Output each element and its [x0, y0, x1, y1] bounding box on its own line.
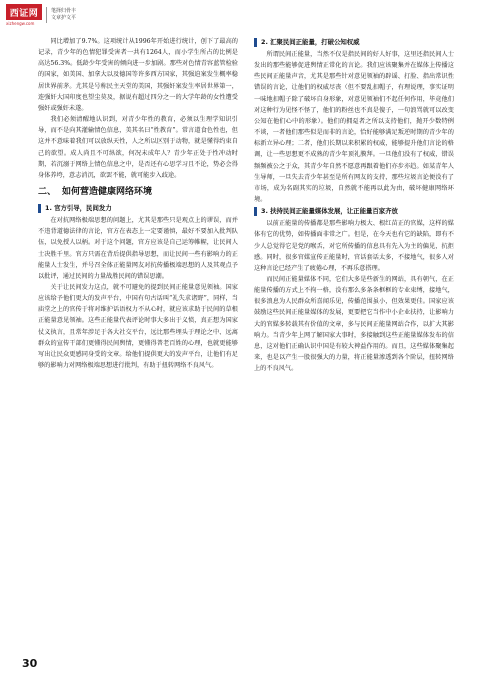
page-header [6, 4, 76, 26]
paragraph: 以前正能量的传播都是那些影响力极大、根红苗正的官媒，这样的媒体有它的优势，如传播面非常之广。但是，在今天也有它的缺陷，即有不少人总觉得它是党的喉舌，对它所传播的信息具有先入为主的偏见，抗拒感。同时，很多官媒宣传正能量时，官话套话太多，不接地气，很多人对这种言论已经产生了疲倦心理，不再乐意搭理。 [254, 220, 454, 272]
logo-subtext: xizhengw.com [6, 21, 35, 26]
header-tagline [51, 8, 76, 22]
tagline-line2: 文章护文平 [51, 15, 77, 21]
subheading-bar [254, 207, 257, 216]
section-number: 二、 [38, 187, 57, 198]
subheading-bar [254, 38, 257, 47]
header-divider [46, 7, 47, 23]
left-column [38, 36, 238, 371]
tagline-line1: 笔择归骨丰 [51, 8, 77, 14]
paragraph: 而民间正能量媒体不同，它们大多是些新生的网站，具有朝气，在正能量传播的方式上不拘一格，没有那么多条条框框的专业束缚，接地气，很多浪息为人民群众所喜闻乐见，传播范围虽小，但效果更佳。国家应该鼓励这些民间正能量媒体的发展，更要把它当作中小企业扶持，让影响力大的官媒多转载其有价值的文章，多与民间正能量网站合作，以扩大其影响力。当青少年上网了解国家大事时，多接触到这些正能量媒体发布的信息，这对他们正确认识中国是有较大裨益作用的。而且，这些媒体聚集起来，也是以产生一股很强大的力量，将正能量渗透到各个阶层，扭转网络上的不良风气。 [254, 275, 454, 373]
site-logo [6, 4, 42, 26]
subheading-label: 2. 汇聚民间正能量，打破公知权威 [261, 38, 360, 46]
paragraph: 在对抗网络极端思想的问题上，尤其是那些只是观点上的谬误，而并不违背道德法律的言论，官方在表态上一定要谨慎，最好不要加入批判队伍，以免授人以柄。对于这个问题，官方应该是自己运筹帷幄，让民间人士决胜千里。官方只需在背后提供指导思想，而让民间一些有影响力的正能量人士发生，并号召全体正能量网友对抗传播极端思想的人及其观点予以批评，通过民间的力量战胜民间的错误思潮。 [38, 217, 238, 280]
subheading-bar [38, 204, 41, 213]
paragraph: 同比增加了9.7%。这项统计从1996年开始进行统计，创下了最高的记录，青少年的色情犯罪受害者一共有1264人，而小学生所占的比例是高达56.3%。低龄少年受害的倾向进一步加剧。那些对色情青容蓝管检验的国家，如美国、加拿大以及德国等许多西方国家，其强迫案发生概率稳居世界前茅。尤其是号称民主天堂的美国，其强奸案发生率居世界第一，连强奸大国印度也望尘莫及，据说有超过四分之一的大学年龄的女性遭受强奸或强奸未遂。 [38, 38, 238, 112]
page-number: 30 [22, 657, 38, 670]
paragraph: 所谓民间正能量，当然不仅是指民间的好人好事，这里还指民间人士发出的那些能够促进舆情正常化的言论。我们应该聚集并在媒体上传播这些民间正能量声音，尤其是那些针对意见领袖的辟谣、打脸、指出常识性错误的言论，让他们的权威尽丧（但不要乱扣帽子，有理说理，事实证明一味地扣帽子除了破坏自身形象，对意见领袖们不起任何作用，毕竟他们对这种行为见怪不怪了，他们的粉丝也不真是傻子，一句浪骂就可以改变公知在他们心中的形象）。他们的拥趸者之所以支持他们，抛开少数特例不谈，一者他们那些似是而非的言论，恰好能够满足叛逆时期的青少年的标新立异心理；二者，他们长期以来积累的权威，能够提升他们言论的格调，让一些思想更不成熟的青少年顶礼膜拜。一旦他们没有了权威，错误频频被公之于众，其青少年自然不愿意再跟着他们亦步亦趋。如某青年人生导师，一旦失去青少年甚至是所有网友的支持，那些垃圾言论便没有了市场，成为名副其实的垃圾，自然就不能再以此为由，破坏健康网络环境。 [254, 51, 454, 204]
logo-text: 西证网 [6, 4, 42, 20]
paragraph: 我们必须清醒地认识到，对青少年性的教育，必须以生理学知识引导，而不是向其灌输情色信息，美其名曰“性教育”。常言道食色性也，但这并不意味着我们可以放纵天性，人之所以区别于动物，就是懂得约束自己的欲望。成人尚且不可纵欲，何况未成年人？青少年正处于性冲动时期，若沉溺于网络上情色信息之中，是否还有心思学习且不论，势必会得身体养垮，意志消沉，欲罢不能，就可能步入歧途。 [38, 116, 238, 179]
subheading-label: 3. 扶持民间正能量媒体发展，让正能量百家齐放 [261, 207, 398, 216]
section-heading [38, 185, 238, 200]
paragraph: 关于让民间发力这点，就不可避免的提到民间正能量意见领袖。国家应该给予他们更大的发声平台，中国有句古话叫“礼失求诸野”，同样，当庙堂之上的官传于将对维护话语权力不从心时，就应该求助于民间的草根正能量意见领袖。这些正能量代表评论时事大多出于义愤，真正想为国家仗义执言，且常年涉足于各大社交平台，远比那些埋头于理论之中、远离群众的宣传干部们更懂得民间舆情，更懂得普老百姓的心理，也就更能够写出让民众更感同身受的文章。给他们提供更大的发声平台，让他们有足够的影响力对网络极端思想进行批判，有助于扭转网络不良风气。 [38, 283, 238, 370]
subheading [38, 203, 238, 214]
subheading [254, 206, 454, 217]
subheading-label: 1. 官方引导，民间发力 [45, 204, 112, 213]
subheading [254, 37, 454, 48]
section-title: 如何营造健康网络环境 [62, 187, 153, 198]
right-column [254, 36, 454, 374]
